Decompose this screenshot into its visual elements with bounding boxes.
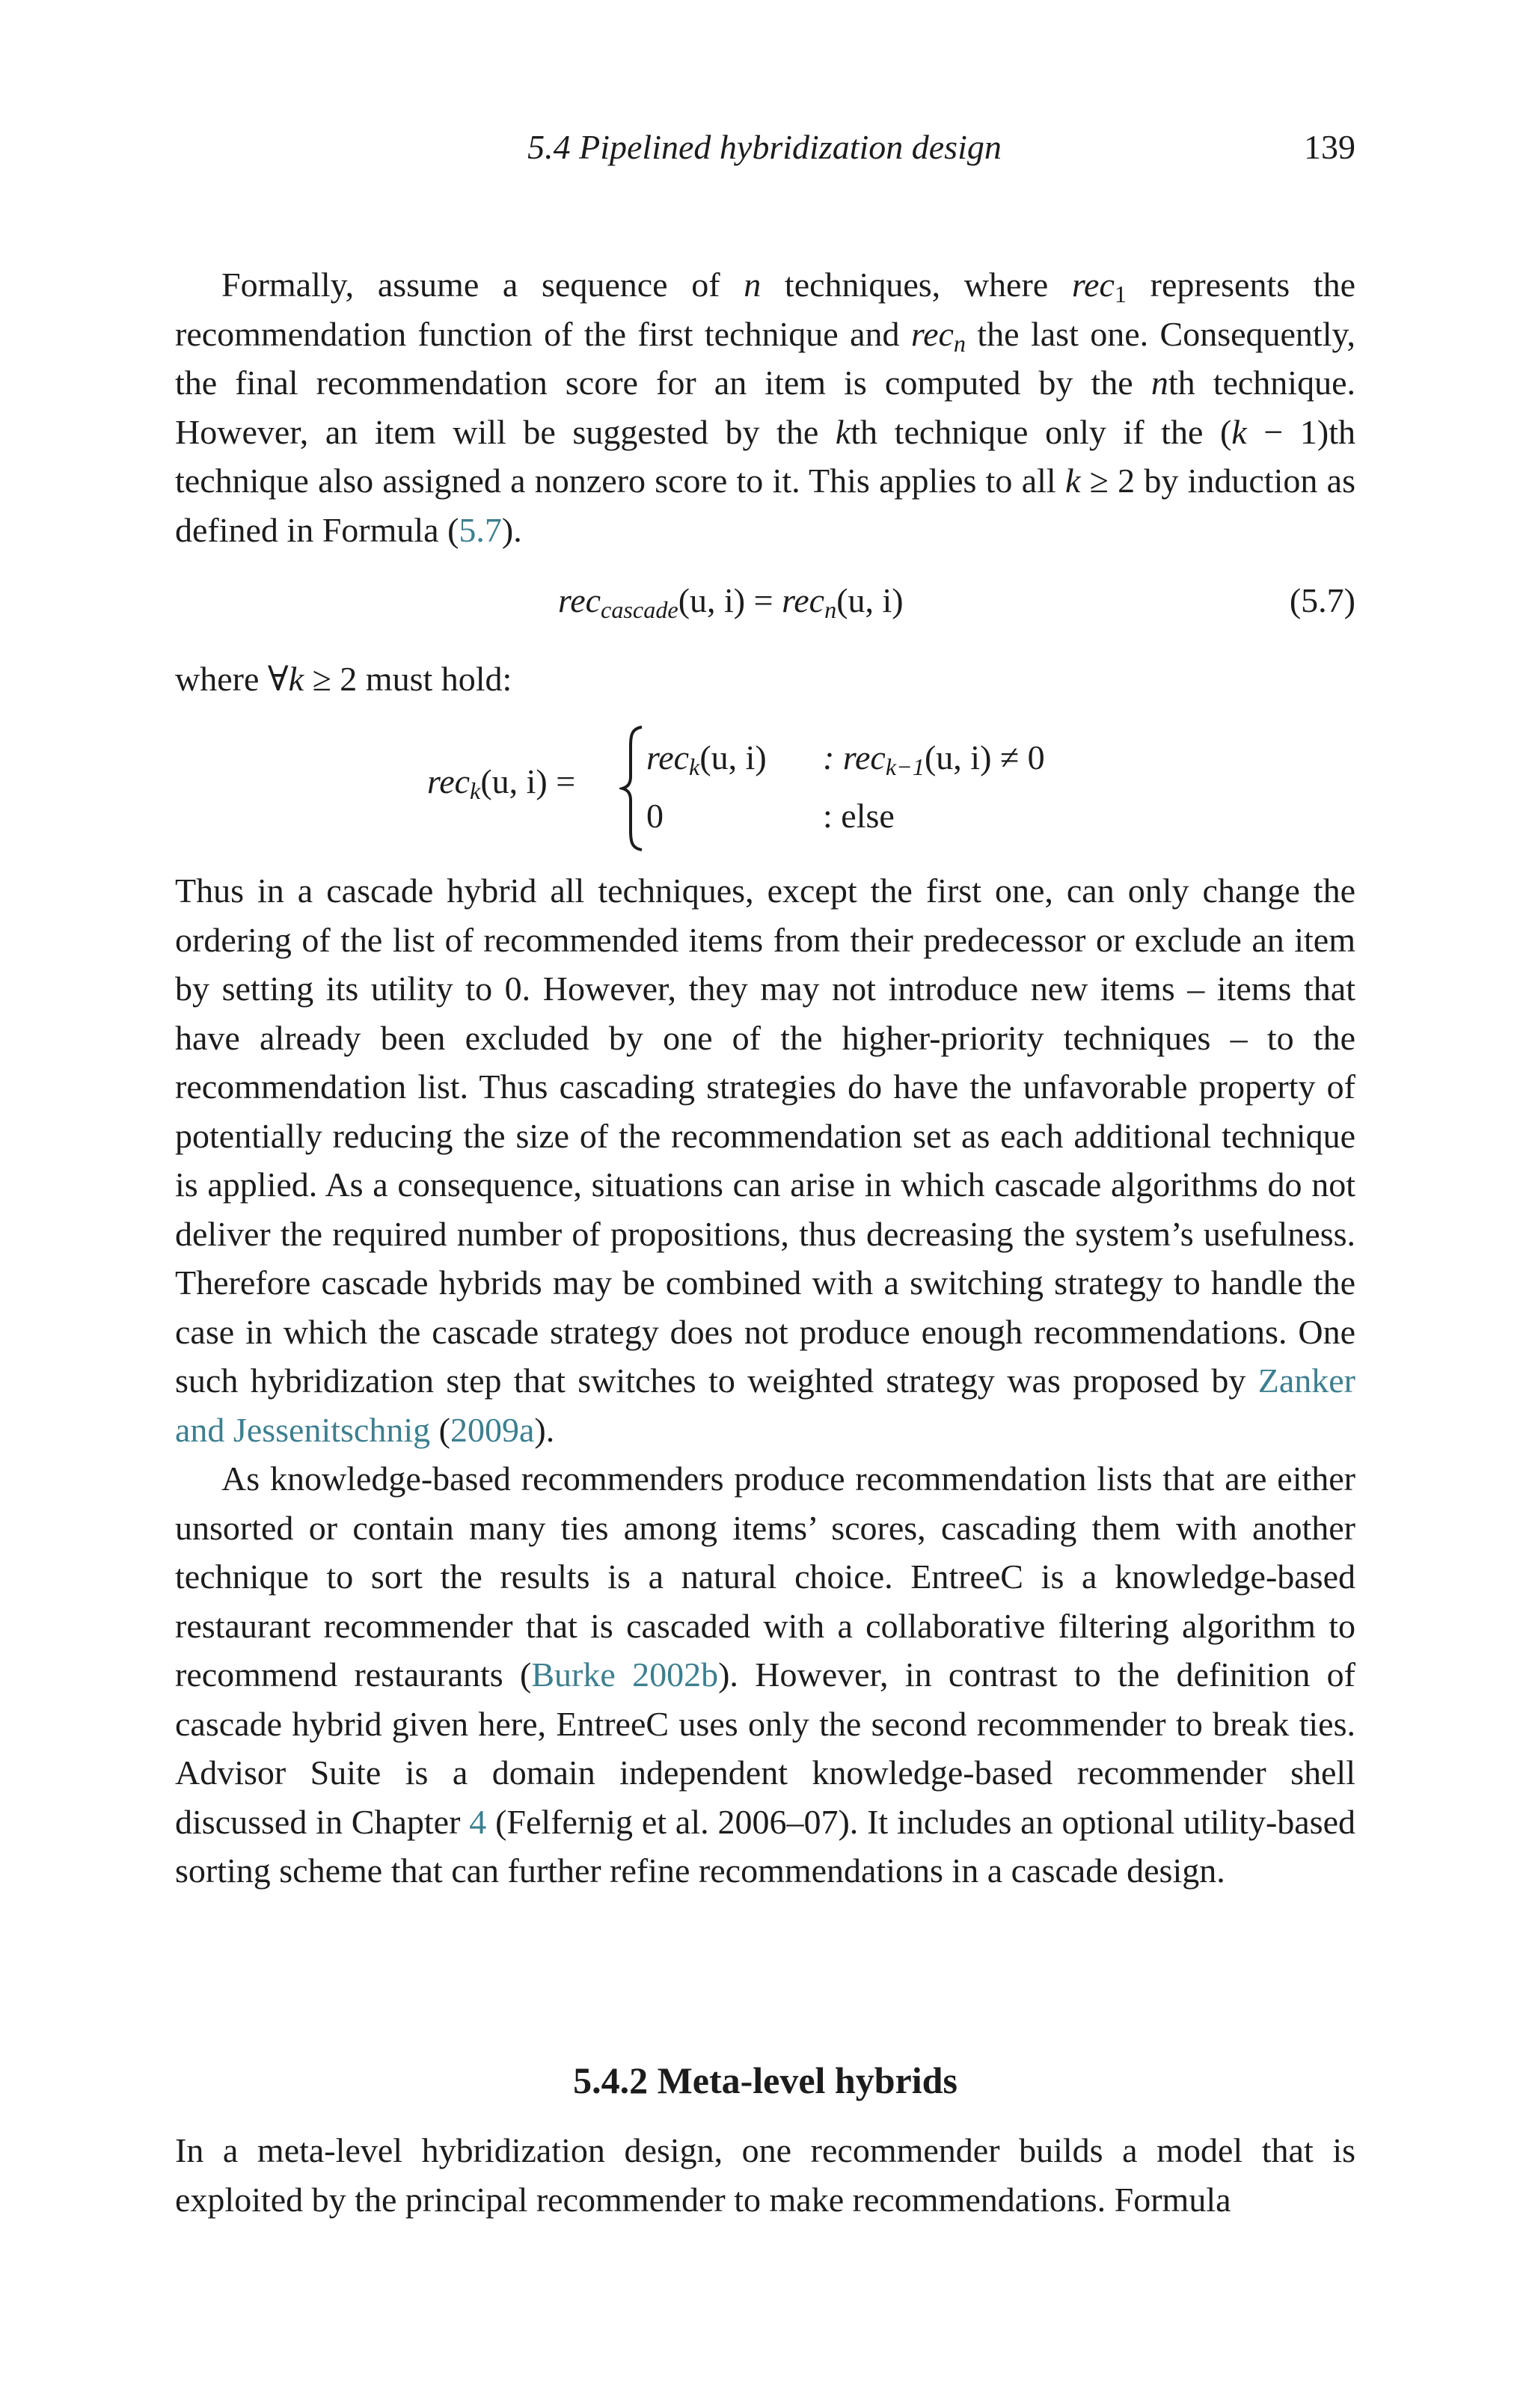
math-subscript: cascade (601, 596, 678, 624)
math-var: rec (782, 581, 825, 619)
math-var: rec (1071, 266, 1115, 304)
math-args: (u, i) (699, 738, 767, 776)
text-run: ). (501, 510, 522, 549)
case-row-2-value: 0 (646, 797, 664, 835)
text-run: represents the recommendation function of the first technique and (175, 266, 1355, 353)
text-run: (Felfernig et al. 2006–07). It includes an optional utility-based sorting scheme that can further refine recommendations in a cascade design. (175, 1802, 1356, 1890)
paragraph-meta-level (175, 2126, 1355, 2224)
math-args: (u, i) = (678, 581, 782, 619)
text-run: Formally, assume a sequence of (221, 266, 744, 304)
math-subscript: k (470, 777, 481, 805)
math-args: : rec (823, 738, 886, 776)
text-run: ≥ 2 must hold: (304, 660, 512, 698)
text-run: th technique only if the ( (851, 412, 1232, 451)
math-var: k (1231, 412, 1247, 451)
math-var: rec (910, 314, 954, 353)
section-heading: 5.4.2 Meta-level hybrids (573, 2059, 958, 2101)
text-run: ). However, in contrast to the definition of cascade hybrid given here, EntreeC uses only the second recommender to break ties. Advisor Suite is a domain independent knowledge-based recommender shell discussed in Chapter (175, 1655, 1355, 1841)
math-var: k (835, 412, 851, 451)
citation-link-year[interactable]: 2009a (450, 1410, 535, 1449)
paragraph-formal-definition (175, 260, 1355, 554)
math-var: n (744, 266, 762, 304)
math-var: n (1150, 364, 1168, 402)
running-title: 5.4 Pipelined hybridization design (527, 128, 1002, 166)
equation-number: (5.7) (1289, 581, 1355, 619)
text-run: ≥ 2 by induction as defined in Formula ( (175, 462, 1355, 549)
math-subscript: 1 (1114, 281, 1127, 308)
text-run: ( (430, 1410, 450, 1449)
text-run: ). (534, 1410, 555, 1449)
chapter-reference-link[interactable]: 4 (469, 1802, 487, 1841)
equation-5-7 (558, 580, 904, 624)
case-row-1-value (646, 738, 767, 781)
left-brace-icon (619, 724, 646, 853)
math-args: (u, i) = (480, 762, 576, 800)
math-var: k (288, 660, 304, 698)
text-run: − 1)th technique also assigned a nonzero score to it. This applies to all (175, 412, 1355, 500)
text-run: the last one. Consequently, the final recommendation score for an item is computed by the (175, 314, 1356, 402)
running-head (174, 127, 1355, 172)
text-run: As knowledge-based recommenders produce recommendation lists that are either unsorted or contain many ties among items’ scores, cascading them with another technique to sort the results is a natural choice. EntreeC is a knowledge-based restaurant recommender that is cascaded with a collaborative filtering algorithm to recommend restaurants ( (175, 1459, 1355, 1694)
math-subscript: n (824, 596, 837, 624)
citation-link-burke[interactable]: Burke 2002b (531, 1655, 719, 1694)
text-run: In a meta-level hybridization design, one recommender builds a model that is exploited by the principal recommender to make recommendations. Formula (175, 2131, 1355, 2219)
page-number: 139 (1304, 128, 1355, 166)
math-subscript: n (953, 329, 966, 357)
case-row-2-condition: : else (823, 797, 895, 835)
math-subscript: k−1 (885, 753, 925, 781)
math-args: (u, i) (836, 581, 904, 619)
case-row-1-condition (823, 738, 1045, 781)
formula-reference-link[interactable]: 5.7 (459, 510, 502, 549)
math-var: rec (558, 581, 601, 619)
paragraph-cascade-properties (175, 866, 1355, 1896)
math-args: (u, i) ≠ 0 (924, 738, 1045, 776)
text-run: techniques, where (761, 266, 1072, 304)
math-var: rec (646, 738, 690, 776)
cases-lhs (427, 762, 576, 805)
math-var: k (1064, 462, 1081, 500)
citation-link-authors[interactable]: Zanker and Jessenitschnig (175, 1361, 1355, 1449)
math-var: rec (427, 762, 471, 800)
text-run: th technique. However, an item will be suggested by the (175, 364, 1356, 451)
paragraph-where (175, 655, 1355, 704)
math-subscript: k (689, 753, 700, 781)
text-run: Thus in a cascade hybrid all techniques, except the first one, can only change the ordering of the list of recommended items from their predecessor or exclude an item by setting its utility to 0. However, they may not introduce new items – items that have already been excluded by one of the higher-priority techniques – to the recommendation list. Thus cascading strategies do have the unfavorable property of potentially reducing the size of the recommendation set as each additional technique is applied. As a consequence, situations can arise in which cascade algorithms do not deliver the required number of propositions, thus decreasing the system’s usefulness. Therefore cascade hybrids may be combined with a switching strategy to handle the case in which the cascade strategy does not produce enough recommendations. One such hybridization step that switches to weighted strategy was proposed by (175, 871, 1355, 1400)
text-run: where ∀ (175, 660, 289, 698)
